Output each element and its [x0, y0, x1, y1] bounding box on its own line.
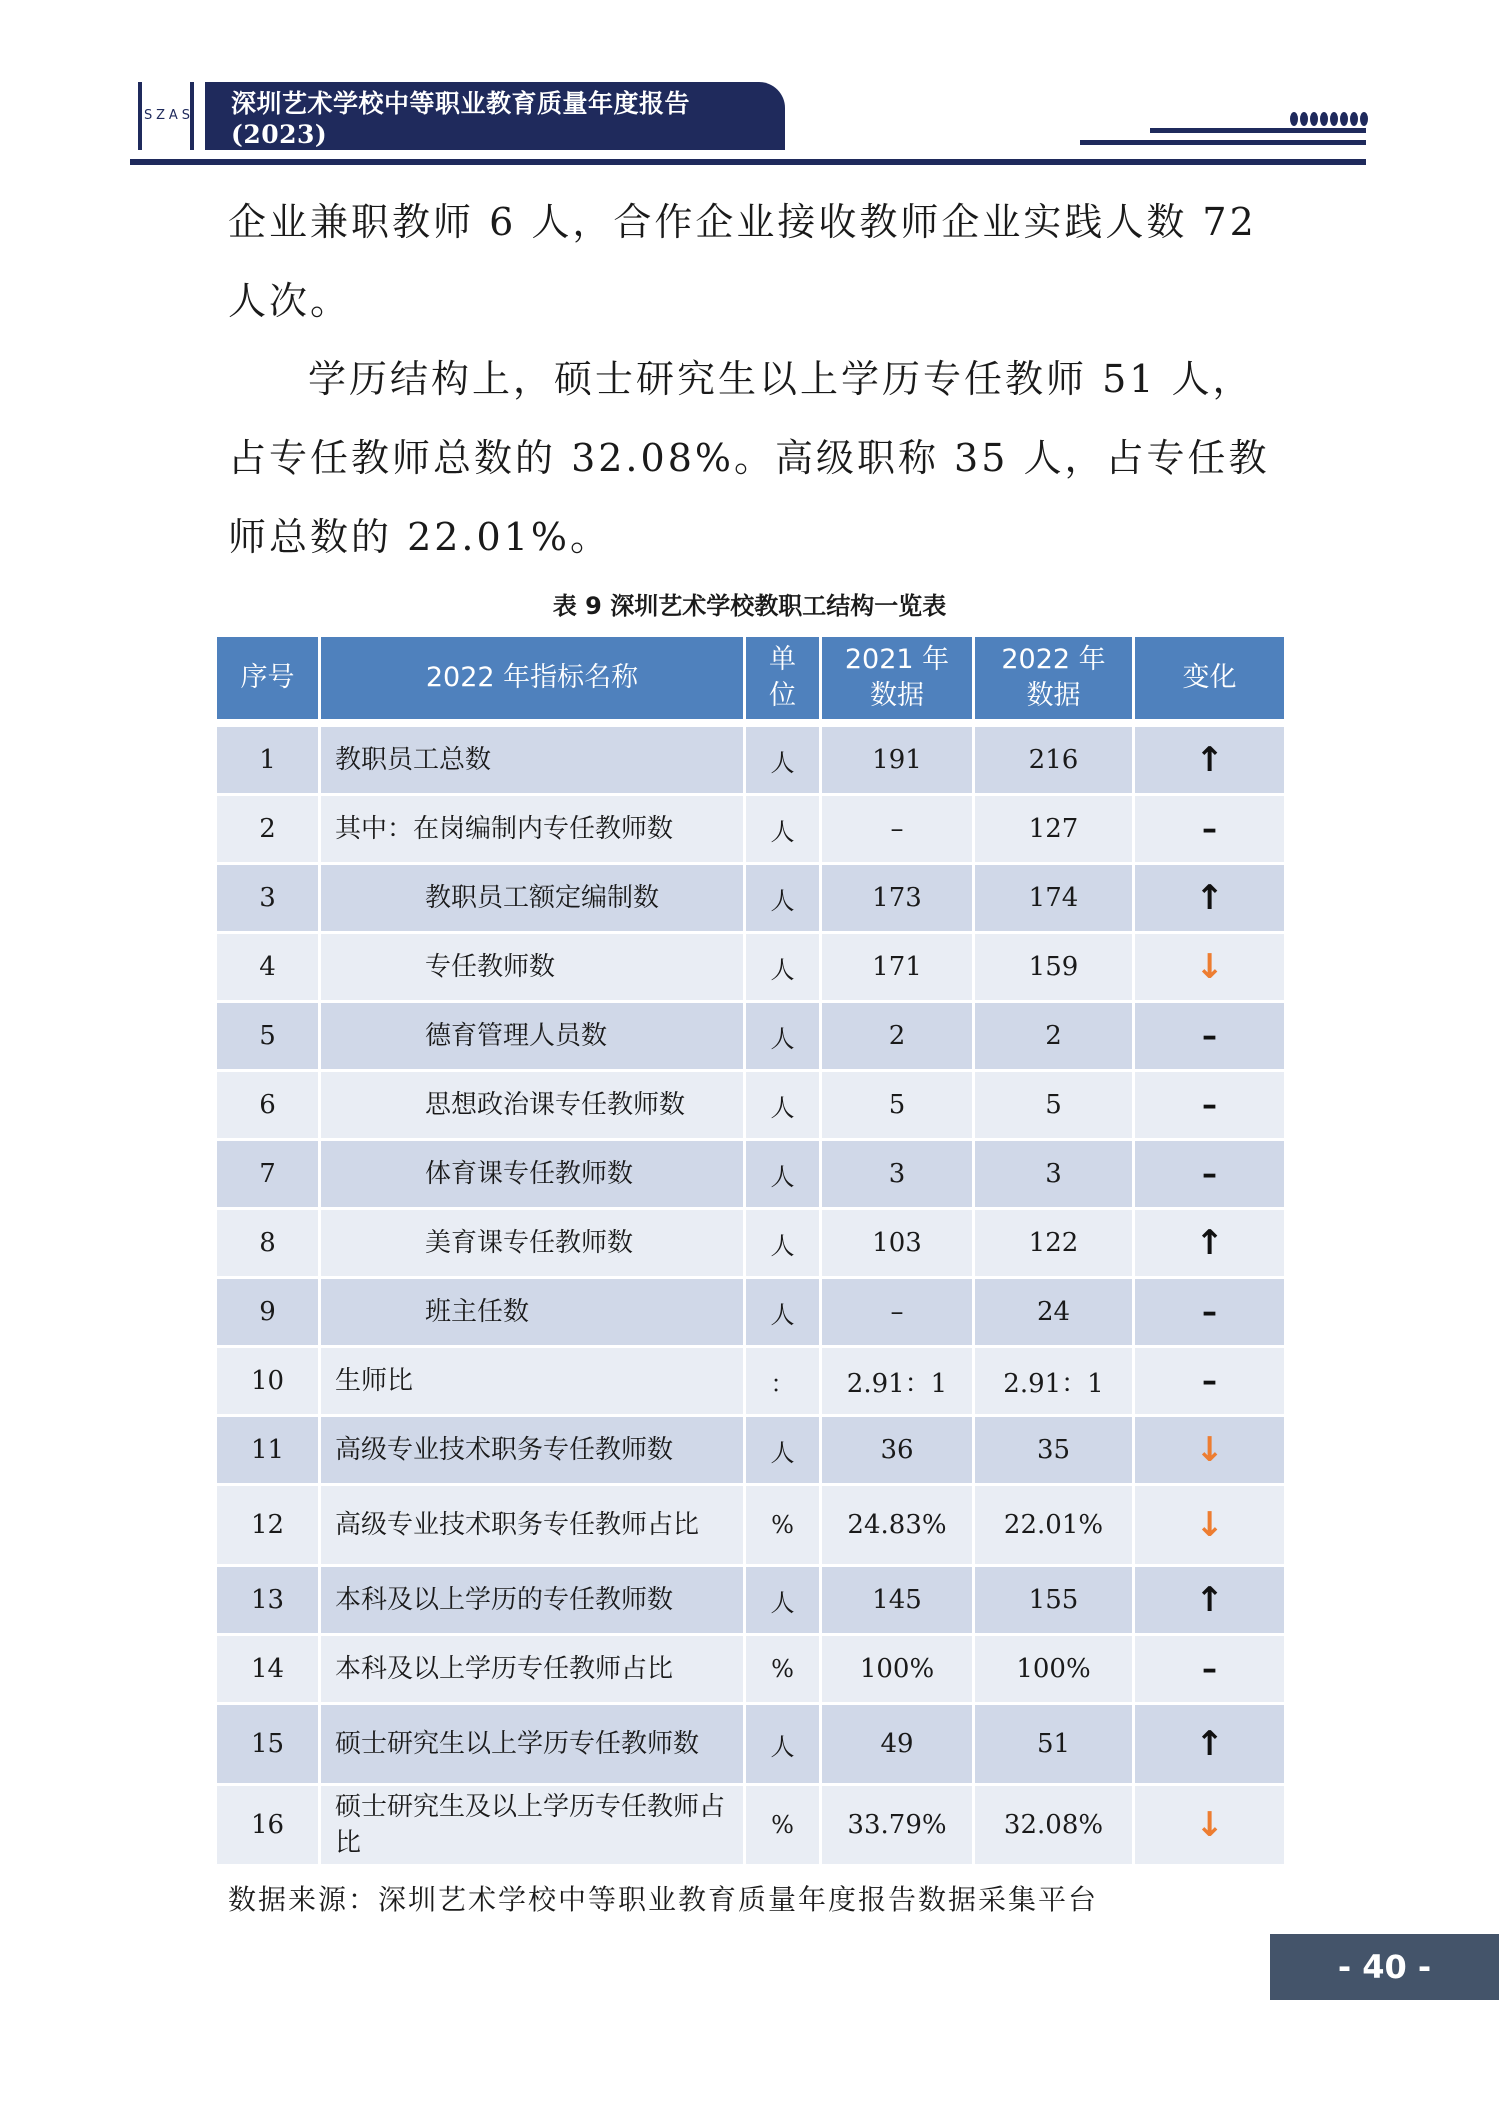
- unit: 人: [745, 1278, 821, 1347]
- indicator-name: 本科及以上学历的专任教师数: [320, 1566, 745, 1635]
- indicator-name: 高级专业技术职务专任教师数: [320, 1416, 745, 1485]
- change-cell: [1134, 1485, 1286, 1566]
- row-number: 10: [216, 1347, 320, 1416]
- value-2022: 32.08%: [974, 1785, 1134, 1866]
- change-cell: [1134, 864, 1286, 933]
- row-number: 9: [216, 1278, 320, 1347]
- unit: 人: [745, 864, 821, 933]
- value-2022: 127: [974, 795, 1134, 864]
- unit: 人: [745, 1002, 821, 1071]
- row-number: 13: [216, 1566, 320, 1635]
- column-header: 2022 年 数据: [974, 636, 1134, 724]
- unit: 人: [745, 933, 821, 1002]
- change-cell: [1134, 1347, 1286, 1416]
- dash-icon: –: [1202, 1156, 1217, 1192]
- value-2022: 3: [974, 1140, 1134, 1209]
- table-row: [216, 795, 1286, 864]
- value-2022: 155: [974, 1566, 1134, 1635]
- unit: 人: [745, 1704, 821, 1785]
- table-row: [216, 1635, 1286, 1704]
- change-cell: [1134, 933, 1286, 1002]
- unit: 人: [745, 1416, 821, 1485]
- column-header: 2021 年 数据: [821, 636, 974, 724]
- indicator-name: 思想政治课专任教师数: [320, 1071, 745, 1140]
- dash-icon: –: [1202, 1087, 1217, 1123]
- row-number: 4: [216, 933, 320, 1002]
- report-title: 深圳艺术学校中等职业教育质量年度报告(2023): [231, 88, 691, 149]
- staff-structure-table: [214, 634, 1287, 1867]
- paragraph: 企业兼职教师 6 人，合作企业接收教师企业实践人数 72 人次。: [228, 200, 1257, 323]
- value-2022: 5: [974, 1071, 1134, 1140]
- value-2022: 22.01%: [974, 1485, 1134, 1566]
- indicator-name: 德育管理人员数: [320, 1002, 745, 1071]
- unit: %: [745, 1485, 821, 1566]
- column-header: 2022 年指标名称: [320, 636, 745, 724]
- column-header: 单 位: [745, 636, 821, 724]
- indicator-name: 高级专业技术职务专任教师占比: [320, 1485, 745, 1566]
- change-cell: [1134, 1785, 1286, 1866]
- value-2021: 2.91：1: [821, 1347, 974, 1416]
- table-row: [216, 1140, 1286, 1209]
- data-source-note: 数据来源：深圳艺术学校中等职业教育质量年度报告数据采集平台: [228, 1883, 1099, 1916]
- indicator-name: 本科及以上学历专任教师占比: [320, 1635, 745, 1704]
- value-2022: 2: [974, 1002, 1134, 1071]
- indicator-name: 其中：在岗编制内专任教师数: [320, 795, 745, 864]
- unit: %: [745, 1785, 821, 1866]
- table-row: [216, 1416, 1286, 1485]
- change-cell: [1134, 1140, 1286, 1209]
- indicator-name: 教职员工额定编制数: [320, 864, 745, 933]
- paragraph: 学历结构上，硕士研究生以上学历专任教师 51 人，占专任教师总数的 32.08%。高级职称 35 人，占专任教师总数的 22.01%。: [228, 357, 1270, 559]
- change-cell: [1134, 723, 1286, 795]
- value-2022: 100%: [974, 1635, 1134, 1704]
- table-row: [216, 1485, 1286, 1566]
- value-2022: 35: [974, 1416, 1134, 1485]
- indicator-name: 专任教师数: [320, 933, 745, 1002]
- indicator-name: 生师比: [320, 1347, 745, 1416]
- header-rule: [130, 159, 1366, 165]
- logo-letters: S Z A S: [144, 108, 190, 123]
- row-number: 7: [216, 1140, 320, 1209]
- value-2021: 100%: [821, 1635, 974, 1704]
- arrow-up-icon: ↑: [1195, 1223, 1224, 1263]
- dash-icon: –: [1202, 1294, 1217, 1330]
- table-row: [216, 1209, 1286, 1278]
- value-2021: –: [821, 1278, 974, 1347]
- dash-icon: –: [1202, 1018, 1217, 1054]
- value-2021: 2: [821, 1002, 974, 1071]
- table-row: [216, 1278, 1286, 1347]
- table-row: [216, 1071, 1286, 1140]
- value-2021: 33.79%: [821, 1785, 974, 1866]
- value-2021: 49: [821, 1704, 974, 1785]
- report-title-banner: [205, 82, 785, 150]
- page-number: - 40 -: [1270, 1934, 1499, 2000]
- arrow-down-icon: ↓: [1195, 947, 1224, 987]
- value-2021: 191: [821, 723, 974, 795]
- header-rule: [1150, 128, 1366, 133]
- row-number: 1: [216, 723, 320, 795]
- change-cell: [1134, 1635, 1286, 1704]
- row-number: 15: [216, 1704, 320, 1785]
- value-2022: 51: [974, 1704, 1134, 1785]
- column-header: 变化: [1134, 636, 1286, 724]
- table-row: [216, 1704, 1286, 1785]
- unit: ：: [745, 1347, 821, 1416]
- change-cell: [1134, 1704, 1286, 1785]
- school-logo: [138, 82, 194, 150]
- table-row: [216, 1002, 1286, 1071]
- change-cell: [1134, 1209, 1286, 1278]
- arrow-up-icon: ↑: [1195, 1724, 1224, 1764]
- value-2022: 159: [974, 933, 1134, 1002]
- unit: 人: [745, 795, 821, 864]
- value-2021: 145: [821, 1566, 974, 1635]
- value-2022: 174: [974, 864, 1134, 933]
- value-2021: 24.83%: [821, 1485, 974, 1566]
- change-cell: [1134, 795, 1286, 864]
- unit: %: [745, 1635, 821, 1704]
- header-rule: [1080, 140, 1366, 145]
- unit: 人: [745, 1209, 821, 1278]
- value-2021: 103: [821, 1209, 974, 1278]
- value-2022: 216: [974, 723, 1134, 795]
- indicator-name: 教职员工总数: [320, 723, 745, 795]
- value-2022: 122: [974, 1209, 1134, 1278]
- value-2021: 36: [821, 1416, 974, 1485]
- column-header: 序号: [216, 636, 320, 724]
- row-number: 8: [216, 1209, 320, 1278]
- table-row: [216, 864, 1286, 933]
- unit: 人: [745, 1071, 821, 1140]
- arrow-up-icon: ↑: [1195, 1580, 1224, 1620]
- change-cell: [1134, 1278, 1286, 1347]
- header-dots-decoration: [1290, 112, 1368, 126]
- table-row: [216, 933, 1286, 1002]
- arrow-up-icon: ↑: [1195, 878, 1224, 918]
- row-number: 12: [216, 1485, 320, 1566]
- table-row: [216, 1347, 1286, 1416]
- table-row: [216, 723, 1286, 795]
- table-caption: 表 9 深圳艺术学校教职工结构一览表: [552, 592, 947, 620]
- value-2021: –: [821, 795, 974, 864]
- arrow-down-icon: ↓: [1195, 1430, 1224, 1470]
- dash-icon: –: [1202, 811, 1217, 847]
- row-number: 16: [216, 1785, 320, 1866]
- change-cell: [1134, 1002, 1286, 1071]
- unit: 人: [745, 1140, 821, 1209]
- arrow-up-icon: ↑: [1195, 740, 1224, 780]
- row-number: 3: [216, 864, 320, 933]
- value-2022: 24: [974, 1278, 1134, 1347]
- table-header-row: [216, 636, 1286, 724]
- row-number: 14: [216, 1635, 320, 1704]
- dash-icon: –: [1202, 1651, 1217, 1687]
- indicator-name: 体育课专任教师数: [320, 1140, 745, 1209]
- indicator-name: 班主任数: [320, 1278, 745, 1347]
- table-row: [216, 1566, 1286, 1635]
- arrow-down-icon: ↓: [1195, 1805, 1224, 1845]
- unit: 人: [745, 723, 821, 795]
- value-2022: 2.91：1: [974, 1347, 1134, 1416]
- arrow-down-icon: ↓: [1195, 1505, 1224, 1545]
- row-number: 5: [216, 1002, 320, 1071]
- row-number: 2: [216, 795, 320, 864]
- change-cell: [1134, 1416, 1286, 1485]
- unit: 人: [745, 1566, 821, 1635]
- value-2021: 171: [821, 933, 974, 1002]
- change-cell: [1134, 1566, 1286, 1635]
- row-number: 11: [216, 1416, 320, 1485]
- dash-icon: –: [1202, 1363, 1217, 1399]
- row-number: 6: [216, 1071, 320, 1140]
- value-2021: 5: [821, 1071, 974, 1140]
- change-cell: [1134, 1071, 1286, 1140]
- value-2021: 173: [821, 864, 974, 933]
- value-2021: 3: [821, 1140, 974, 1209]
- table-row: [216, 1785, 1286, 1866]
- indicator-name: 硕士研究生及以上学历专任教师占比: [320, 1785, 745, 1866]
- indicator-name: 硕士研究生以上学历专任教师数: [320, 1704, 745, 1785]
- indicator-name: 美育课专任教师数: [320, 1209, 745, 1278]
